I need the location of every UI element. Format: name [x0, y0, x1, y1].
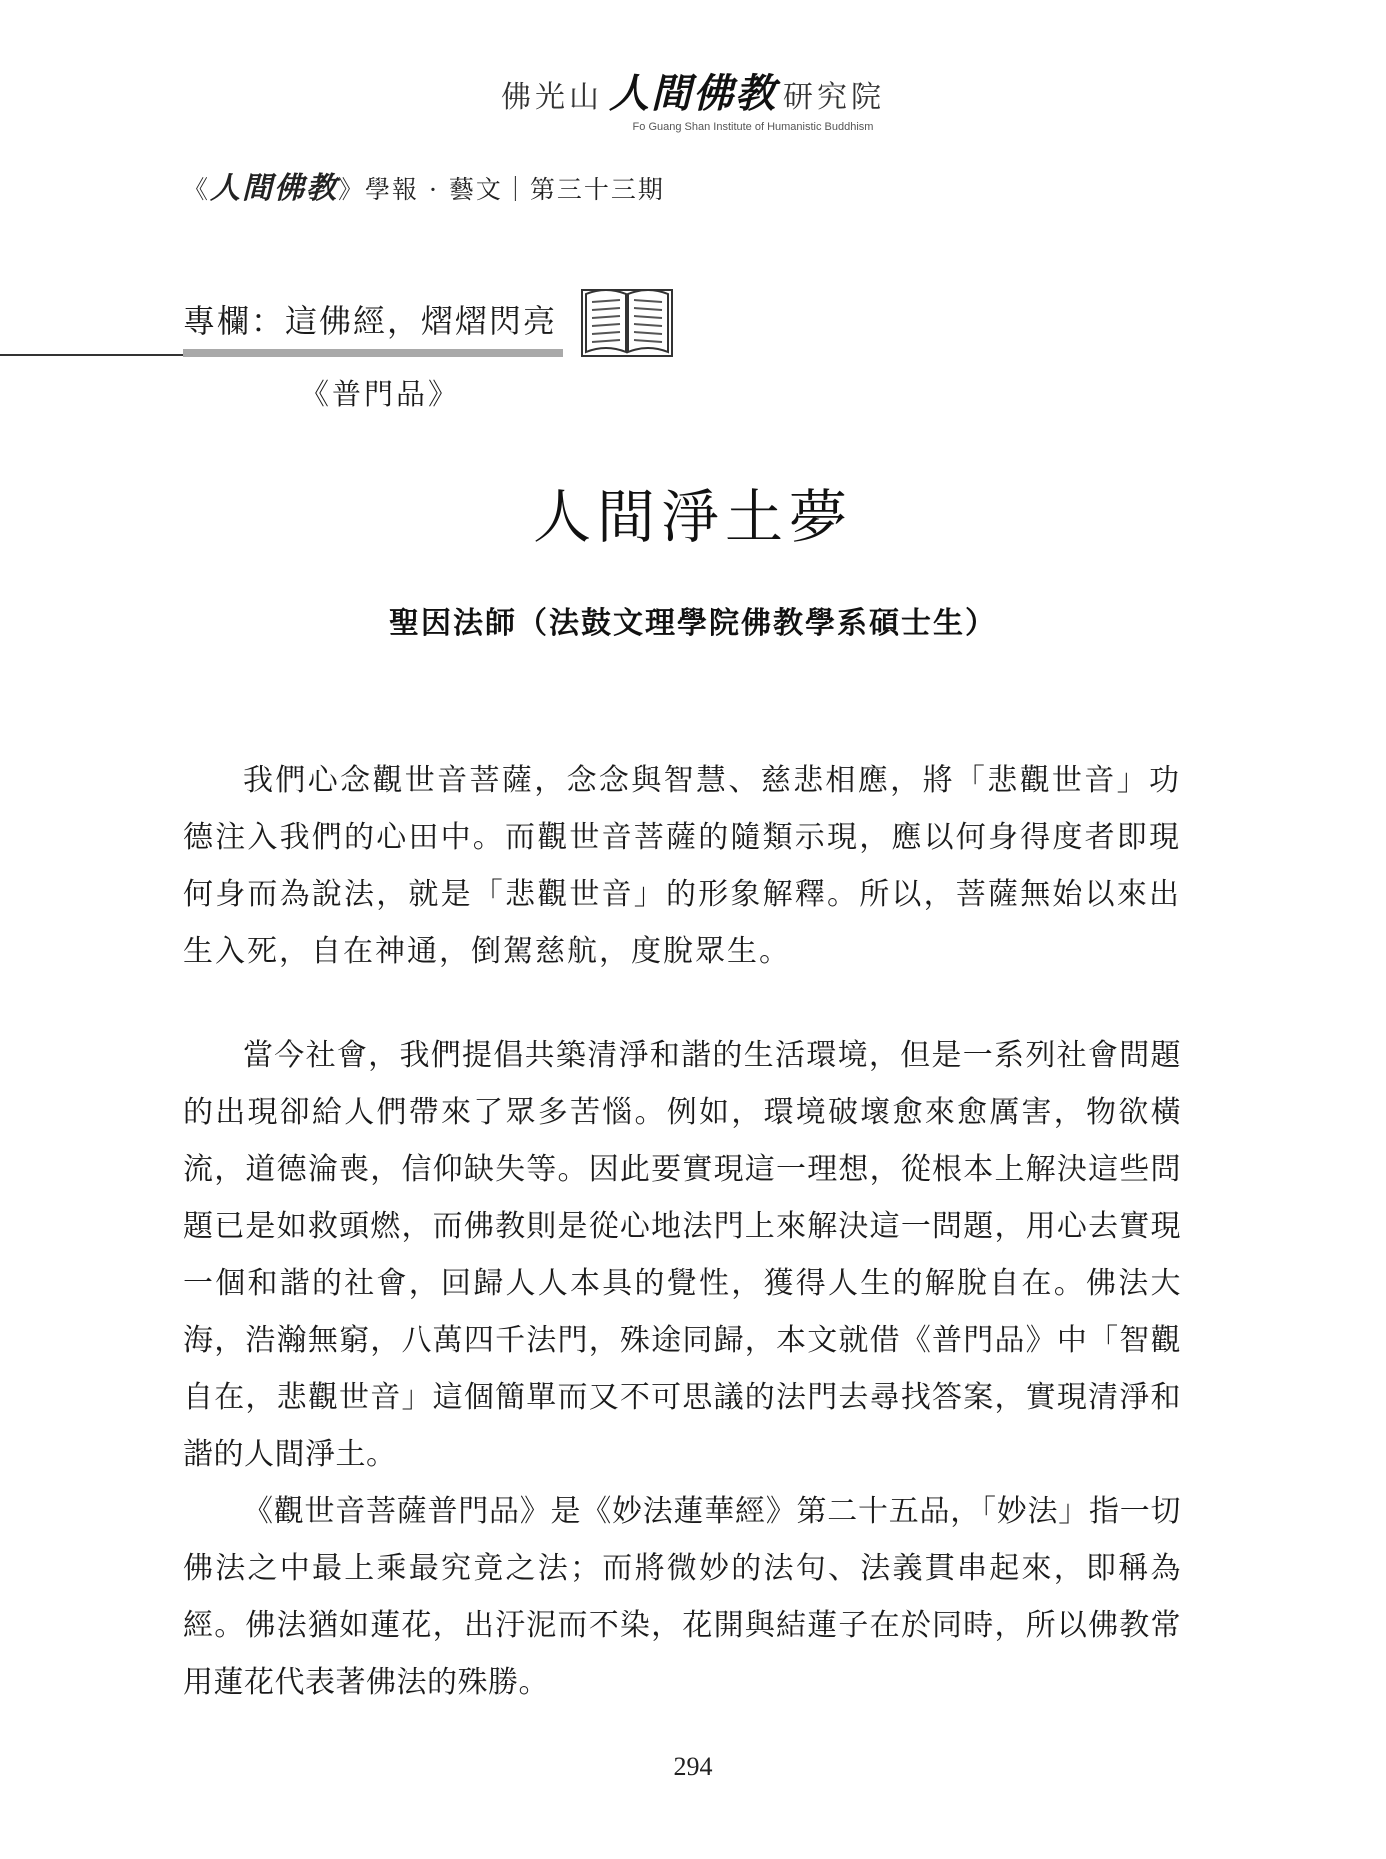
article-intro [183, 752, 1181, 980]
institute-name [501, 62, 885, 119]
heading-rule [0, 354, 183, 356]
column-heading: 專欄：這佛經，熠熠閃亮 [183, 302, 558, 340]
paragraph: 我們心念觀世音菩薩，念念與智慧、慈悲相應，將「悲觀世音」功德注入我們的心田中。而觀世音菩薩的隨類示現，應以何身得度者即現何身而為說法，就是「悲觀世音」的形象解釋。所以，菩薩無始以來出生入死，自在神通，倒駕慈航，度脫眾生。 [183, 763, 1181, 969]
journal-issue: 》學報 · 藝文｜第三十三期 [338, 175, 665, 204]
paragraph: 《觀世音菩薩普門品》是《妙法蓮華經》第二十五品，「妙法」指一切佛法之中最上乘最究竟之法；而將微妙的法句、法義貫串起來，即稱為經。佛法猶如蓮花，出汙泥而不染，花開與結蓮子在於同時，所以佛教常用蓮花代表著佛法的殊勝。 [183, 1494, 1181, 1700]
article-body [183, 1027, 1181, 1711]
institute-brand-logo: 人間佛教 [609, 70, 777, 117]
article-title: 人間淨土夢 [532, 483, 853, 551]
page-number: 294 [673, 1752, 713, 1781]
paragraph: 當今社會，我們提倡共築清淨和諧的生活環境，但是一系列社會問題的出現卻給人們帶來了眾多苦惱。例如，環境破壞愈來愈厲害，物欲橫流，道德淪喪，信仰缺失等。因此要實現這一理想，從根本上解決這些問題已是如救頭燃，而佛教則是從心地法門上來解決這一問題，用心去實現一個和諧的社會，回歸人人本具的覺性，獲得人生的解脫自在。佛法大海，浩瀚無窮，八萬四千法門，殊途同歸，本文就借《普門品》中「智觀自在，悲觀世音」這個簡單而又不可思議的法門去尋找答案，實現清淨和諧的人間淨土。 [183, 1038, 1181, 1472]
heading-underline [183, 349, 563, 357]
institute-header [0, 62, 1386, 133]
journal-brand: 人間佛教 [210, 171, 339, 206]
article-author: 聖因法師（法鼓文理學院佛教學系碩士生） [389, 606, 997, 641]
open-book-icon [580, 282, 674, 360]
institute-english-name: Fo Guang Shan Institute of Humanistic Buddhism [632, 121, 874, 133]
column-subtitle: 《普門品》 [300, 377, 461, 411]
institute-prefix: 佛光山 [501, 80, 603, 115]
journal-open-bracket: 《 [183, 175, 211, 204]
institute-suffix: 研究院 [783, 80, 885, 115]
journal-title [183, 163, 665, 207]
